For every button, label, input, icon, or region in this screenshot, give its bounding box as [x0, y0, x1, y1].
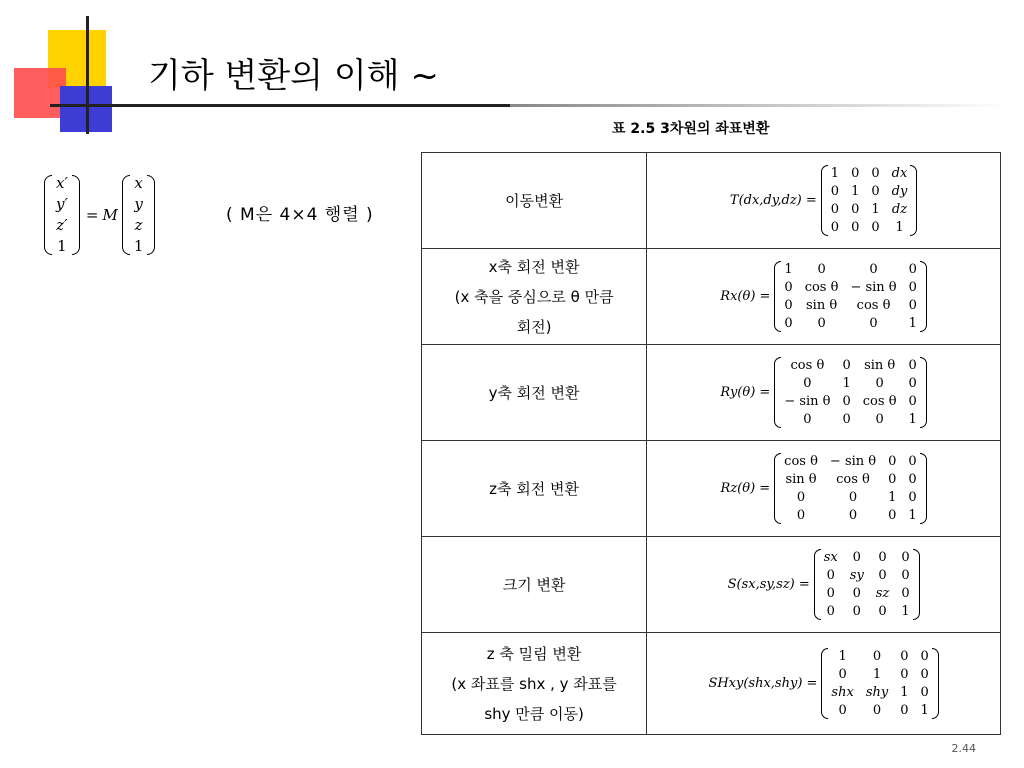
- matrix-entry: 0: [871, 184, 880, 199]
- matrix-entry: cos θ: [784, 454, 818, 469]
- matrix-expression: [721, 453, 927, 524]
- matrix-entry: 0: [803, 376, 812, 391]
- matrix-entry: 0: [878, 550, 887, 565]
- matrix-entry: 0: [842, 412, 851, 427]
- matrix-entry: 0: [851, 166, 860, 181]
- matrix-entry: dx: [891, 166, 908, 181]
- matrix-entry: − sin θ: [850, 280, 897, 295]
- matrix-entry: 0: [908, 262, 917, 277]
- transform-name-line: 이동변환: [505, 191, 564, 210]
- matrix-entry: 0: [878, 604, 887, 619]
- transform-name-line: 크기 변환: [502, 575, 566, 594]
- matrix-entry: 0: [901, 568, 910, 583]
- matrix-entry: sin θ: [864, 358, 896, 373]
- matrix-entry: 0: [901, 550, 910, 565]
- matrix-entry: 0: [900, 667, 909, 682]
- matrix-entry: 1: [908, 412, 917, 427]
- matrix: [774, 453, 927, 524]
- vector-entry: y: [134, 195, 143, 213]
- matrix-label: S(sx,sy,sz) =: [727, 577, 810, 592]
- matrix-entry: sin θ: [785, 472, 817, 487]
- matrix-entry: 0: [830, 220, 840, 235]
- transform-equation: [44, 170, 155, 260]
- matrix: [774, 357, 927, 428]
- matrix-entry: 1: [838, 649, 847, 664]
- page-number: 2.44: [951, 742, 976, 755]
- table-row: [422, 345, 1001, 441]
- transform-name-cell: [422, 345, 647, 441]
- matrix-entry: 0: [908, 298, 917, 313]
- matrix-entry: dy: [891, 184, 908, 199]
- matrix-entry: 0: [817, 262, 826, 277]
- vector-entry: x′: [56, 174, 68, 192]
- decor-red-square: [14, 68, 66, 118]
- matrix-entry: 0: [830, 184, 840, 199]
- matrix-entry: sy: [849, 568, 864, 583]
- matrix-entry: 1: [888, 490, 897, 505]
- matrix-entry: 1: [872, 667, 882, 682]
- matrix-entry: 0: [888, 472, 897, 487]
- matrix-entry: cos θ: [836, 472, 870, 487]
- matrix-entry: 0: [875, 376, 884, 391]
- matrix-entry: 0: [920, 685, 929, 700]
- matrix-entry: shy: [865, 685, 889, 700]
- matrix-entry: 0: [848, 508, 858, 523]
- table-caption: 표 2.5 3차원의 좌표변환: [612, 121, 770, 137]
- transform-matrix-cell: [647, 249, 1001, 345]
- matrix-entry: 0: [796, 508, 806, 523]
- table-row: [422, 249, 1001, 345]
- matrix-entry: 0: [875, 412, 884, 427]
- table-row: [422, 633, 1001, 735]
- matrix-entry: 0: [908, 394, 917, 409]
- matrix-entry: 0: [826, 568, 835, 583]
- decor-vertical-line: [86, 16, 89, 134]
- transform-name-line: x축 회전 변환: [488, 257, 580, 276]
- matrix-entry: cos θ: [862, 394, 897, 409]
- transform-name-cell: [422, 441, 647, 537]
- matrix-entry: 0: [920, 667, 929, 682]
- transform-name-line: shy 만큼 이동): [484, 704, 584, 723]
- matrix-entry: 0: [920, 649, 929, 664]
- matrix-expression: [730, 165, 917, 236]
- table-row: [422, 537, 1001, 633]
- transform-matrix-cell: [647, 441, 1001, 537]
- table-row: [422, 153, 1001, 249]
- matrix-entry: 0: [852, 550, 861, 565]
- transform-name-line: y축 회전 변환: [488, 383, 580, 402]
- matrix-entry: 0: [872, 703, 882, 718]
- transform-name-line: 회전): [516, 317, 552, 336]
- matrix-entry: 0: [908, 472, 917, 487]
- matrix-entry: shx: [831, 685, 854, 700]
- vector-entry: y′: [56, 195, 68, 213]
- matrix-entry: 0: [842, 358, 851, 373]
- vector-entry: 1: [133, 237, 144, 255]
- matrix-entry: sz: [875, 586, 890, 601]
- table-row: [422, 441, 1001, 537]
- matrix: [814, 549, 920, 620]
- transform-name-cell: [422, 249, 647, 345]
- matrix-entry: 0: [852, 604, 861, 619]
- matrix-entry: 1: [851, 184, 860, 199]
- transform-name-line: (x 축을 중심으로 θ 만큼: [454, 287, 614, 306]
- matrix-entry: 0: [900, 649, 909, 664]
- transform-matrix-cell: [647, 537, 1001, 633]
- matrix-entry: 1: [908, 316, 917, 331]
- matrix-label: Rz(θ) =: [720, 481, 771, 496]
- matrix-entry: 0: [878, 568, 887, 583]
- matrix-entry: 0: [871, 220, 880, 235]
- matrix-expression: [720, 357, 926, 428]
- matrix-entry: 0: [851, 220, 860, 235]
- matrix-entry: 0: [784, 280, 793, 295]
- transform-matrix-cell: [647, 153, 1001, 249]
- transform-name-cell: [422, 633, 647, 735]
- title-underline: [50, 104, 510, 107]
- matrix: [821, 648, 938, 719]
- title-underline-fade: [510, 104, 1010, 107]
- matrix-entry: 0: [908, 454, 917, 469]
- transform-matrix-cell: [647, 633, 1001, 735]
- matrix-entry: 1: [920, 703, 929, 718]
- transform-name-line: (x 좌표를 shx , y 좌표를: [451, 674, 617, 693]
- matrix-entry: 0: [869, 262, 878, 277]
- matrix-expression: [728, 549, 920, 620]
- transform-name-cell: [422, 537, 647, 633]
- transform-matrix-cell: [647, 345, 1001, 441]
- matrix-entry: 0: [817, 316, 826, 331]
- matrix-expression: [720, 261, 927, 332]
- source-vector: [122, 173, 156, 257]
- matrix-entry: cos θ: [790, 358, 825, 373]
- equals-sign: =: [85, 206, 99, 224]
- matrix-entry: 0: [888, 508, 897, 523]
- vector-entry: x: [134, 174, 143, 192]
- transform-name-line: z축 회전 변환: [489, 479, 580, 498]
- matrix-entry: 1: [895, 220, 904, 235]
- vector-entry: z: [134, 216, 143, 234]
- matrix-entry: 0: [908, 358, 917, 373]
- matrix-expression: [708, 648, 938, 719]
- matrix-entry: 0: [900, 703, 909, 718]
- matrix-label: Rx(θ) =: [720, 289, 771, 304]
- matrix-entry: 0: [901, 586, 910, 601]
- matrix-entry: 0: [842, 394, 851, 409]
- result-vector: [44, 173, 80, 257]
- matrix-entry: 1: [830, 166, 840, 181]
- vector-entry: 1: [57, 237, 67, 255]
- transform-name-line: z 축 밀림 변환: [486, 644, 582, 663]
- slide-title: 기하 변환의 이해 ~: [148, 56, 439, 96]
- matrix-entry: − sin θ: [784, 394, 831, 409]
- matrix: [774, 261, 927, 332]
- matrix-label: T(dx,dy,dz) =: [729, 193, 817, 208]
- matrix-entry: 0: [826, 604, 835, 619]
- matrix-entry: 0: [852, 586, 861, 601]
- matrix-entry: 0: [908, 490, 917, 505]
- matrix-entry: dz: [891, 202, 908, 217]
- matrix-entry: sin θ: [805, 298, 838, 313]
- matrix-entry: 1: [908, 508, 917, 523]
- matrix-entry: sx: [823, 550, 838, 565]
- matrix-entry: 0: [796, 490, 806, 505]
- matrix: [821, 165, 918, 236]
- matrix-entry: 0: [848, 490, 858, 505]
- matrix-entry: 0: [888, 454, 897, 469]
- matrix-entry: 0: [838, 703, 847, 718]
- matrix-entry: 0: [784, 298, 793, 313]
- equation-note: ( M은 4×4 행렬 ): [226, 205, 374, 225]
- matrix-entry: 0: [784, 316, 793, 331]
- matrix-entry: 0: [869, 316, 878, 331]
- matrix-entry: 0: [830, 202, 840, 217]
- matrix-entry: cos θ: [856, 298, 891, 313]
- matrix-entry: 1: [871, 202, 880, 217]
- matrix-entry: cos θ: [804, 280, 839, 295]
- matrix-symbol: M: [102, 206, 118, 224]
- matrix-entry: 0: [838, 667, 847, 682]
- matrix-entry: 0: [803, 412, 812, 427]
- matrix-entry: 0: [871, 166, 880, 181]
- matrix-entry: 1: [900, 685, 909, 700]
- matrix-label: Ry(θ) =: [720, 385, 771, 400]
- transform-name-cell: [422, 153, 647, 249]
- matrix-entry: − sin θ: [829, 454, 877, 469]
- matrix-entry: 1: [784, 262, 793, 277]
- matrix-entry: 0: [908, 376, 917, 391]
- matrix-entry: 0: [851, 202, 860, 217]
- matrix-entry: 0: [872, 649, 882, 664]
- matrix-entry: 1: [901, 604, 910, 619]
- matrix-entry: 0: [908, 280, 917, 295]
- transform-table: [421, 152, 1001, 735]
- matrix-entry: 1: [842, 376, 851, 391]
- vector-entry: z′: [56, 216, 68, 234]
- matrix-entry: 0: [826, 586, 835, 601]
- matrix-label: SHxy(shx,shy) =: [708, 676, 818, 691]
